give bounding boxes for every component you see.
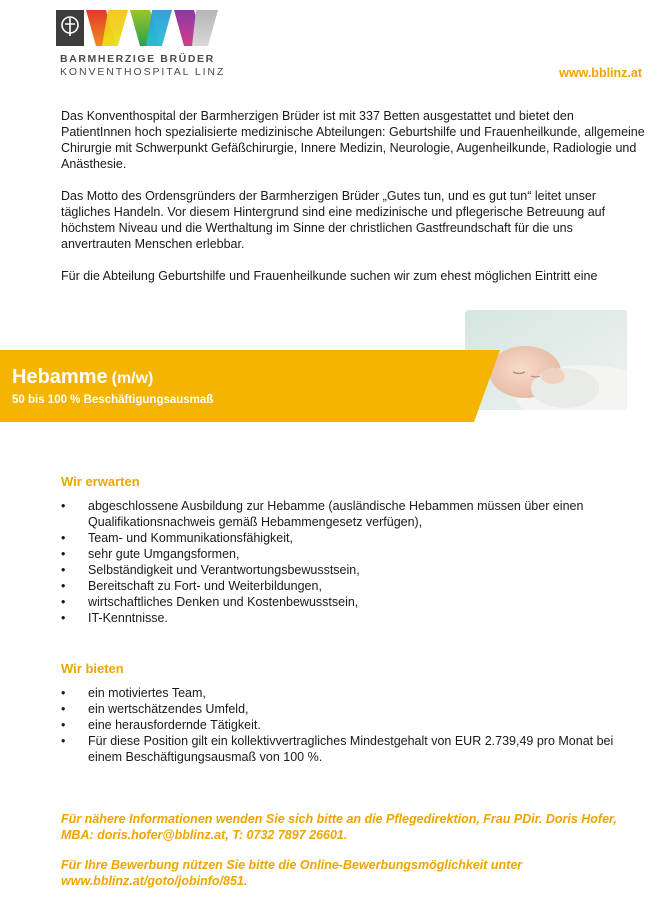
list-item: • sehr gute Umgangsformen, bbox=[61, 547, 240, 561]
list-item: • Für diese Position gilt ein kollektivvertragliches Mindestgehalt von EUR 2.739,49 pro Monat bei einem Beschäftigungsausmaß von 100 %. bbox=[61, 734, 614, 764]
intro-paragraph-2: Das Motto des Ordensgründers der Barmherzigen Brüder „Gutes tun, und es gut tun“ leitet unser tägliches Handeln. Vor diesem Hintergrund sind eine medizinische und pflegerische Betreuung auf höchstem Niveau und die Werthaltung im Sinne der christlichen Gastfreundschaft für die uns anvertrauten Menschen erlebbar. bbox=[61, 189, 606, 251]
expect-heading: Wir erwarten bbox=[61, 474, 140, 489]
employment-scope: 50 bis 100 % Beschäftigungsausmaß bbox=[12, 394, 214, 406]
list-item: • Selbständigkeit und Verantwortungsbewusstsein, bbox=[61, 563, 360, 577]
logo-stripes bbox=[56, 10, 218, 46]
bullet: • bbox=[61, 595, 66, 609]
list-item: • eine herausfordernde Tätigkeit. bbox=[61, 718, 261, 732]
intro-paragraph-1: Das Konventhospital der Barmherzigen Brüder ist mit 337 Betten ausgestattet und bietet den PatientInnen hoch spezialisierte medizinische Abteilungen: Geburtshilfe und Frauenheilkunde, allgemeine Chirurgie mit Schwerpunkt Gefäßchirurgie, Innere Medizin, Neurologie, Augenheilkunde, Radiologie und Anästhesie. bbox=[61, 109, 645, 171]
job-title bbox=[12, 366, 153, 389]
list-item: • ein motiviertes Team, bbox=[61, 686, 206, 700]
list-item: • wirtschaftliches Denken und Kostenbewusstsein, bbox=[61, 595, 359, 609]
bullet: • bbox=[61, 718, 66, 732]
intro-text bbox=[61, 108, 646, 300]
logo-line1: BARMHERZIGE BRÜDER bbox=[60, 53, 215, 65]
job-title-text: Hebamme bbox=[12, 366, 108, 388]
expect-list bbox=[61, 498, 646, 626]
contact-info: Für nähere Informationen wenden Sie sich bitte an die Pflegedirektion, Frau PDir. Doris Hofer, MBA: doris.hofer@bblinz.at, T: 0732 7897 26601. bbox=[61, 812, 617, 842]
list-item: • IT-Kenntnisse. bbox=[61, 611, 168, 625]
bullet: • bbox=[61, 531, 66, 545]
job-title-suffix: (m/w) bbox=[111, 370, 154, 387]
bullet: • bbox=[61, 734, 66, 748]
bullet: • bbox=[61, 499, 66, 513]
offer-list bbox=[61, 685, 646, 765]
list-item: • Team- und Kommunikationsfähigkeit, bbox=[61, 531, 293, 545]
list-item: • Bereitschaft zu Fort- und Weiterbildungen, bbox=[61, 579, 322, 593]
bullet: • bbox=[61, 579, 66, 593]
bullet: • bbox=[61, 563, 66, 577]
offer-heading: Wir bieten bbox=[61, 661, 124, 676]
list-item: • ein wertschätzendes Umfeld, bbox=[61, 702, 249, 716]
application-info: Für Ihre Bewerbung nützen Sie bitte die Online-Bewerbungsmöglichkeit unter www.bblinz.at/goto/jobinfo/851. bbox=[61, 858, 523, 888]
bullet: • bbox=[61, 702, 66, 716]
bullet: • bbox=[61, 686, 66, 700]
bullet: • bbox=[61, 547, 66, 561]
list-item: • abgeschlossene Ausbildung zur Hebamme (ausländische Hebammen müssen über einen Qualifikationsnachweis gemäß Hebammengesetz verfügen), bbox=[61, 499, 584, 529]
bullet: • bbox=[61, 611, 66, 625]
intro-paragraph-3: Für die Abteilung Geburtshilfe und Frauenheilkunde suchen wir zum ehest möglichen Eintritt eine bbox=[61, 269, 598, 283]
logo-line2: KONVENTHOSPITAL LINZ bbox=[60, 66, 226, 78]
website-url[interactable]: www.bblinz.at bbox=[559, 66, 642, 80]
